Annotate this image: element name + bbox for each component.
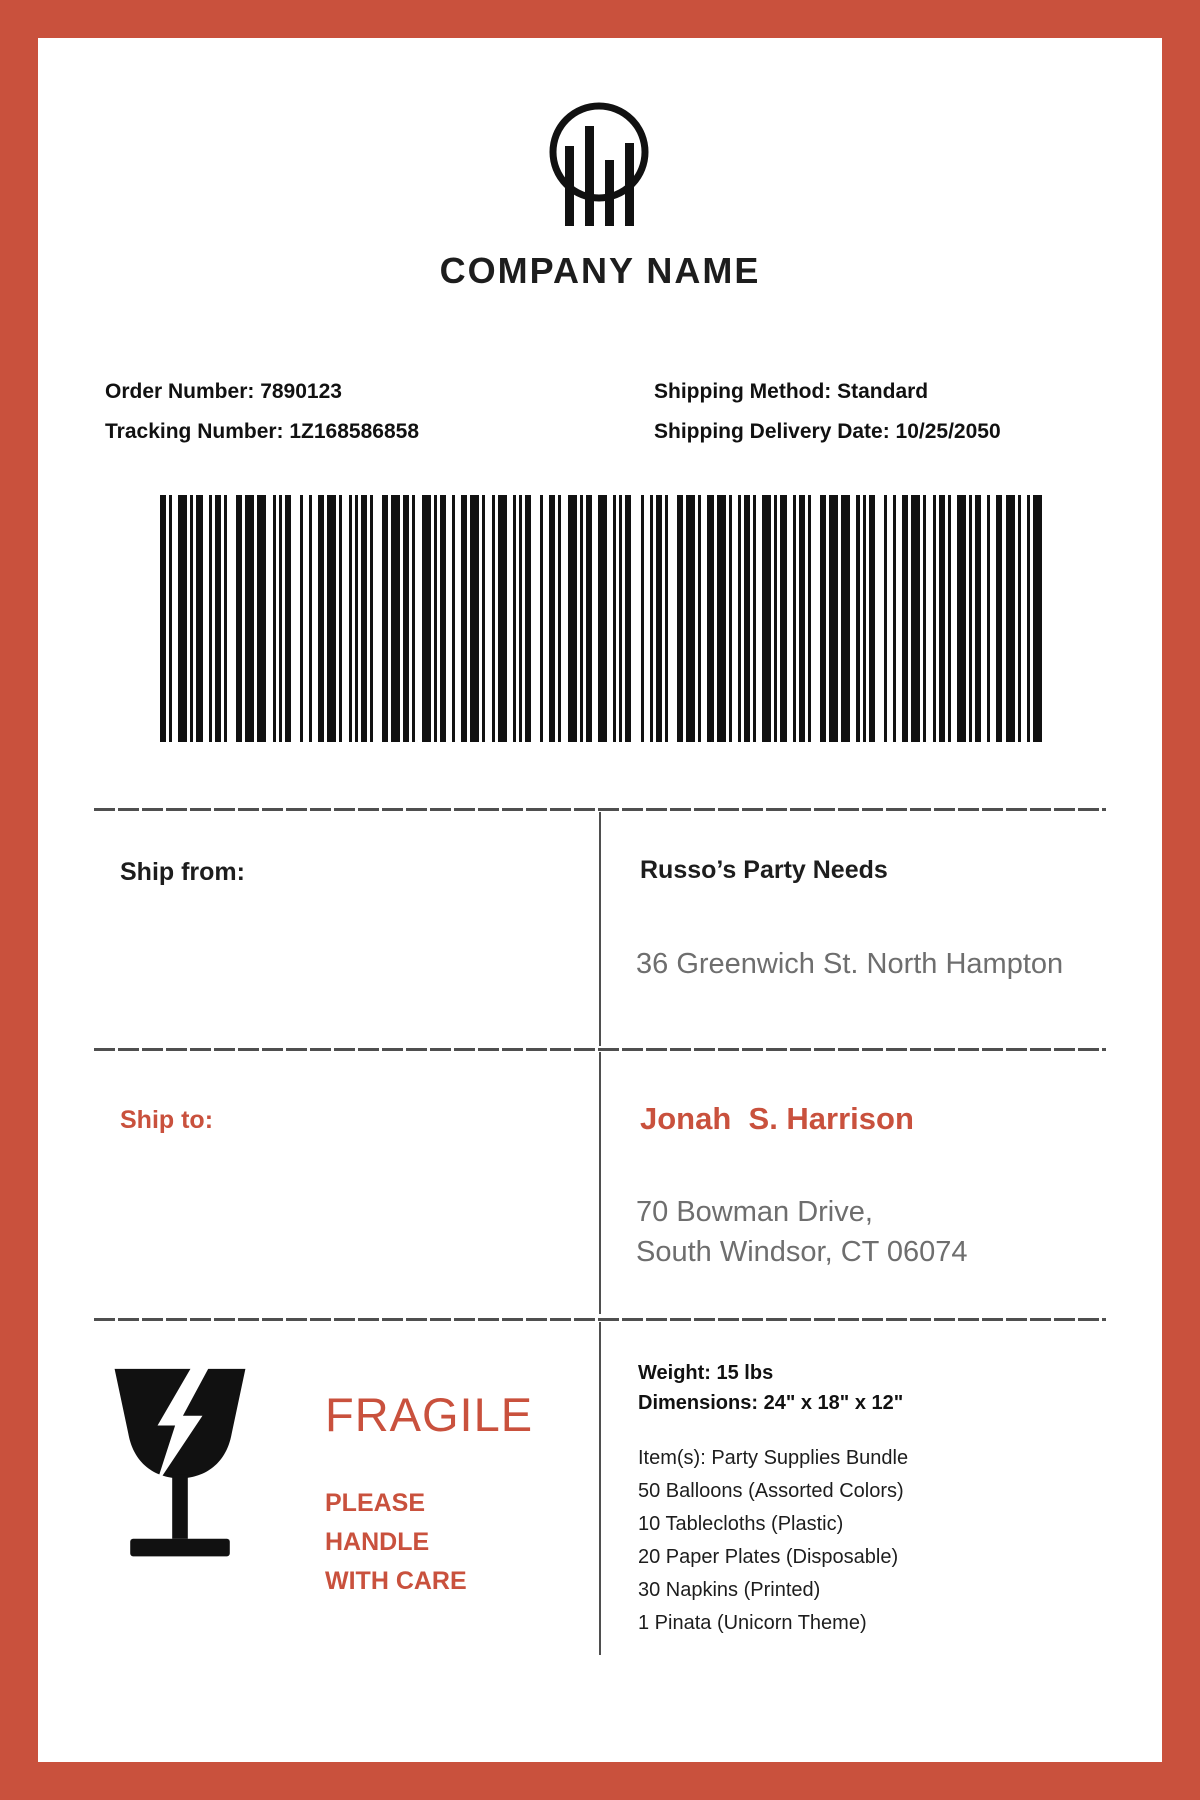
barcode-bar bbox=[948, 495, 951, 742]
barcode-bar bbox=[513, 495, 516, 742]
order-info-left bbox=[105, 372, 419, 452]
barcode-bar bbox=[656, 495, 662, 742]
order-info-right bbox=[654, 372, 1001, 452]
barcode-bar bbox=[902, 495, 908, 742]
barcode-bar bbox=[707, 495, 713, 742]
vertical-rule bbox=[599, 1052, 601, 1314]
barcode-bar bbox=[641, 495, 644, 742]
address-line: 36 Greenwich St. North Hampton bbox=[636, 948, 1064, 980]
order-info-line: Order Number: 7890123 bbox=[105, 380, 342, 403]
barcode-bar bbox=[349, 495, 352, 742]
sender-name: Russo’s Party Needs bbox=[640, 856, 888, 884]
barcode-bar bbox=[863, 495, 866, 742]
barcode-bar bbox=[169, 495, 172, 742]
barcode-bar bbox=[361, 495, 367, 742]
barcode-bar bbox=[382, 495, 388, 742]
recipient-name: Jonah S. Harrison bbox=[640, 1101, 914, 1136]
package-item-line: 20 Paper Plates (Disposable) bbox=[638, 1546, 899, 1568]
barcode-bar bbox=[1027, 495, 1030, 742]
barcode-bar bbox=[717, 495, 726, 742]
caution-line: PLEASE bbox=[325, 1489, 426, 1517]
barcode-bar bbox=[236, 495, 242, 742]
barcode-bar bbox=[434, 495, 437, 742]
barcode-bar bbox=[957, 495, 966, 742]
package-items bbox=[638, 1442, 1078, 1640]
package-item-line: 50 Balloons (Assorted Colors) bbox=[638, 1480, 904, 1502]
barcode-bar bbox=[273, 495, 276, 742]
barcode-bar bbox=[580, 495, 583, 742]
package-item-line: Item(s): Party Supplies Bundle bbox=[638, 1447, 909, 1469]
order-info-line: Shipping Method: Standard bbox=[654, 380, 929, 403]
barcode-bar bbox=[540, 495, 543, 742]
barcode-bar bbox=[869, 495, 875, 742]
barcode-bar bbox=[370, 495, 373, 742]
barcode-bar bbox=[209, 495, 212, 742]
package-details bbox=[638, 1358, 1078, 1640]
barcode-bar bbox=[196, 495, 202, 742]
package-item-line: 1 Pinata (Unicorn Theme) bbox=[638, 1612, 867, 1634]
barcode-bar bbox=[780, 495, 786, 742]
barcode-bar bbox=[452, 495, 455, 742]
barcode-bar bbox=[422, 495, 431, 742]
barcode-bar bbox=[698, 495, 701, 742]
barcode-bar bbox=[820, 495, 826, 742]
barcode-bar bbox=[279, 495, 282, 742]
barcode-bar bbox=[498, 495, 507, 742]
barcode-bar bbox=[650, 495, 653, 742]
vertical-rule bbox=[599, 812, 601, 1046]
barcode-bar bbox=[686, 495, 695, 742]
sender-address bbox=[636, 944, 1063, 984]
barcode-bar bbox=[884, 495, 887, 742]
fragile-title: FRAGILE bbox=[325, 1388, 534, 1441]
divider-line bbox=[94, 808, 1106, 811]
vertical-rule bbox=[599, 1322, 601, 1655]
barcode-bar bbox=[939, 495, 945, 742]
barcode-bar bbox=[613, 495, 616, 742]
caution-line: WITH CARE bbox=[325, 1567, 467, 1595]
barcode-bar bbox=[160, 495, 166, 742]
barcode-bar bbox=[492, 495, 495, 742]
barcode-bar bbox=[856, 495, 859, 742]
package-item-line: 30 Napkins (Printed) bbox=[638, 1579, 821, 1601]
barcode-bar bbox=[598, 495, 607, 742]
barcode-bar bbox=[461, 495, 467, 742]
barcode-bar bbox=[440, 495, 446, 742]
address-line: South Windsor, CT 06074 bbox=[636, 1236, 968, 1268]
package-item-line: 10 Tablecloths (Plastic) bbox=[638, 1513, 844, 1535]
company-name: COMPANY NAME bbox=[439, 250, 761, 291]
order-info-line: Shipping Delivery Date: 10/25/2050 bbox=[654, 420, 1001, 443]
barcode-bar bbox=[744, 495, 750, 742]
barcode-bar bbox=[586, 495, 592, 742]
broken-glass-icon bbox=[105, 1365, 255, 1575]
barcode-bar bbox=[625, 495, 631, 742]
barcode-bar bbox=[996, 495, 1002, 742]
barcode-bar bbox=[257, 495, 266, 742]
barcode-bar bbox=[549, 495, 555, 742]
barcode-bar bbox=[525, 495, 531, 742]
label-sheet bbox=[38, 38, 1162, 1762]
barcode-bar bbox=[619, 495, 622, 742]
barcode-bar bbox=[470, 495, 479, 742]
order-info-line: Tracking Number: 1Z168586858 bbox=[105, 420, 419, 443]
barcode-bar bbox=[1006, 495, 1015, 742]
barcode-bar bbox=[829, 495, 838, 742]
barcode-bar bbox=[911, 495, 920, 742]
barcode-bar bbox=[774, 495, 777, 742]
ship-to-label: Ship to: bbox=[120, 1106, 214, 1134]
barcode-bar bbox=[391, 495, 400, 742]
barcode-bar bbox=[355, 495, 358, 742]
barcode-bar bbox=[224, 495, 227, 742]
ship-from-label: Ship from: bbox=[120, 858, 245, 886]
barcode-bar bbox=[482, 495, 485, 742]
barcode-bar bbox=[412, 495, 415, 742]
barcode-bar bbox=[762, 495, 771, 742]
caution-line: HANDLE bbox=[325, 1528, 430, 1556]
barcode-bar bbox=[753, 495, 756, 742]
barcode-bar bbox=[519, 495, 522, 742]
barcode-bar bbox=[729, 495, 732, 742]
barcode-bar bbox=[300, 495, 303, 742]
divider-line bbox=[94, 1048, 1106, 1051]
barcode-bar bbox=[793, 495, 796, 742]
barcode-bar bbox=[665, 495, 668, 742]
barcode-bar bbox=[738, 495, 741, 742]
barcode-bar bbox=[215, 495, 221, 742]
barcode-bar bbox=[285, 495, 291, 742]
barcode-bar bbox=[568, 495, 577, 742]
package-summary-line: Dimensions: 24" x 18" x 12" bbox=[638, 1392, 904, 1414]
barcode-bar bbox=[808, 495, 811, 742]
barcode-bar bbox=[1033, 495, 1042, 742]
package-summary bbox=[638, 1358, 1078, 1418]
barcode-bar bbox=[558, 495, 561, 742]
barcode-bar bbox=[933, 495, 936, 742]
barcode-bar bbox=[245, 495, 254, 742]
fragile-caution bbox=[325, 1484, 467, 1601]
barcode-bar bbox=[318, 495, 324, 742]
barcode-bar bbox=[975, 495, 981, 742]
recipient-address bbox=[636, 1192, 968, 1272]
address-line: 70 Bowman Drive, bbox=[636, 1196, 873, 1228]
barcode-bar bbox=[178, 495, 187, 742]
barcode-bar bbox=[339, 495, 342, 742]
circle-bars-logo-icon bbox=[540, 93, 660, 238]
barcode-bar bbox=[799, 495, 805, 742]
barcode-bar bbox=[403, 495, 409, 742]
divider-line bbox=[94, 1318, 1106, 1321]
barcode-bar bbox=[327, 495, 336, 742]
barcode-bar bbox=[987, 495, 990, 742]
barcode bbox=[160, 495, 1042, 742]
barcode-bar bbox=[923, 495, 926, 742]
barcode-bar bbox=[893, 495, 896, 742]
barcode-bar bbox=[1018, 495, 1021, 742]
barcode-bar bbox=[190, 495, 193, 742]
barcode-bar bbox=[841, 495, 850, 742]
barcode-bar bbox=[677, 495, 683, 742]
package-summary-line: Weight: 15 lbs bbox=[638, 1362, 774, 1384]
barcode-bar bbox=[969, 495, 972, 742]
barcode-bar bbox=[309, 495, 312, 742]
